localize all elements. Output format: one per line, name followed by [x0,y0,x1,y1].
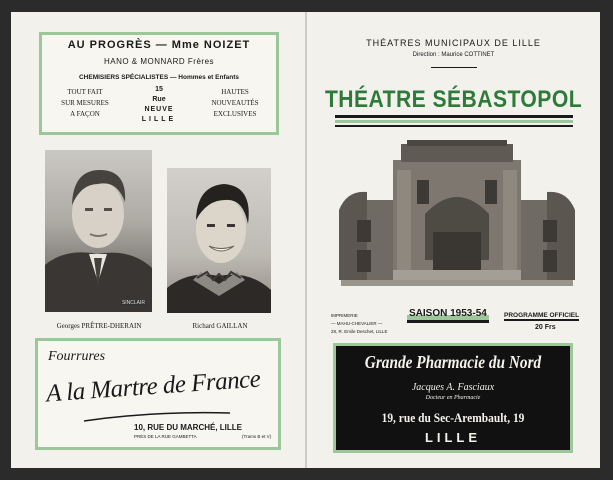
au-progres-ad [39,32,279,135]
portrait-caption-1: Georges PRÊTRE-DHERAIN [56,322,142,330]
season-label: SAISON 1953-54 [407,308,489,323]
ad-center-line: 15 [155,86,163,93]
fourrures-script-main: A la Martre de France [45,365,262,408]
printer-line: IMPRIMERIE [331,313,358,318]
pharmacie-address: 19, rue du Sec-Arembault, 19 [381,410,525,425]
printer-line: 28, R. Emile Deschet, LILLE [331,329,388,334]
title-rule [431,67,477,68]
portrait-photo-1 [45,150,152,312]
ad-right-line: NOUVEAUTÉS [211,99,259,107]
ad-left-col [50,87,120,120]
title-stripe-green [335,120,573,123]
fourrures-near: PRÈS DE LA RUE GAMBETTA [134,434,197,439]
fourrures-address: 10, RUE DU MARCHÉ, LILLE [134,423,243,432]
title-stripe-dark-2 [335,125,573,127]
fourrures-script-top: Fourrures [48,349,106,364]
programme-label: PROGRAMME OFFICIEL [504,312,580,319]
ad-subtitle: HANO & MONNARD Frères [103,57,215,66]
flourish-line [82,409,232,423]
pharmacie-city: LILLE [424,430,482,445]
pharmacie-title: Grande Pharmacie du Nord [364,352,542,372]
right-page [307,12,600,468]
fourrures-trams: (Trams B et V) [242,434,272,439]
ad-right-line: EXCLUSIVES [213,110,257,118]
ad-left-line: SUR MESURES [61,99,109,107]
fourrures-ad [35,338,281,450]
pharmacie-owner: Jacques A. Fasciaux [411,382,495,393]
ad-center-line: LILLE [141,116,177,123]
ad-left-line: TOUT FAIT [67,88,103,96]
printer-info [331,312,388,336]
left-page [11,12,305,468]
portrait-photo-2 [167,168,271,313]
printer-line: — MAHU-CHEVALIER — [331,321,383,326]
price-label: 20 Frs [535,324,556,331]
portrait-2-figure [167,168,271,313]
theatre-building-illustration [337,140,577,300]
ad-title: AU PROGRÈS — Mme NOIZET [67,39,251,51]
ad-center-col [126,85,192,125]
portrait-1-figure [45,150,152,312]
ad-line: CHEMISIERS SPÉCIALISTES — Hommes et Enfants [78,74,239,81]
photo-credit: SINCLAIR [121,300,145,306]
theatre-title: THÉATRE SÉBASTOPOL [324,86,583,113]
org-name: THÉATRES MUNICIPAUX DE LILLE [366,38,541,48]
ad-left-line: A FAÇON [70,110,100,118]
ad-center-line: NEUVE [144,106,174,113]
portrait-caption-2: Richard GAILLAN [192,322,248,330]
ad-center-line: Rue [152,96,166,103]
title-stripe-dark [335,115,573,118]
ad-right-col [200,87,270,120]
pharmacie-ad [333,343,573,453]
ad-right-line: HAUTES [221,88,249,96]
pharmacie-role: Docteur en Pharmacie [425,395,481,401]
direction: Direction : Maurice COTTINET [412,52,495,58]
